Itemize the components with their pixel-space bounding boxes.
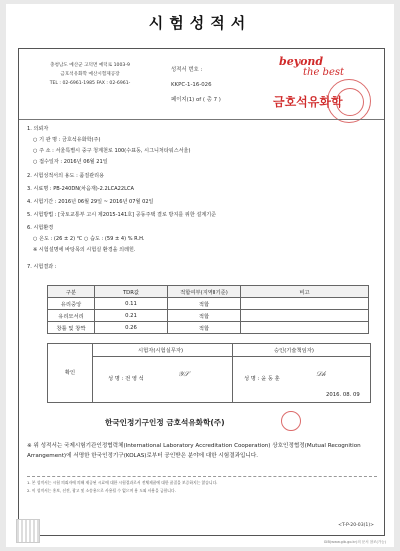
tester-header: 시험자(시험실무자) bbox=[138, 348, 184, 354]
env-note: ※ 시험설명에 바탕목의 시험실 환경을 의레힌. bbox=[33, 247, 136, 253]
report-no-label: 성적서 번호 : bbox=[171, 67, 203, 73]
certificate-page bbox=[6, 4, 394, 547]
approver-signature-icon: 𝒟𝒽 bbox=[316, 370, 326, 378]
confirmation-divider bbox=[92, 356, 370, 357]
form-code: <T-P-20-03(1)> bbox=[338, 523, 374, 528]
client-name: ○ 기 관 명 : 금호석유화학(주) bbox=[33, 137, 101, 143]
receipt-date: ○ 접수일자 : 2016년 06월 21일 bbox=[33, 159, 108, 165]
confirmation-label: 확인 bbox=[48, 344, 93, 402]
table-cell: 창틀 및 창짝 bbox=[48, 322, 95, 334]
client-heading: 1. 의뢰자 bbox=[27, 126, 49, 132]
org-address: 충청남도 예산군 고덕면 예덕로 1003-9 bbox=[50, 63, 130, 68]
purpose: 2. 시험성적서의 용도 : 품질관리용 bbox=[27, 173, 105, 179]
test-period: 4. 시험기간 : 2016년 06월 29일 ~ 2016년 07월 02일 bbox=[27, 199, 154, 205]
table-cell: 0.21 bbox=[95, 310, 168, 322]
notes-divider bbox=[27, 476, 377, 477]
results-header: 비고 bbox=[241, 286, 369, 298]
table-row bbox=[48, 322, 369, 334]
results-header: TDR값 bbox=[95, 286, 168, 298]
results-header: 적합여부(지역Ⅱ기준) bbox=[168, 286, 241, 298]
issuer-address-block bbox=[29, 61, 151, 88]
accreditation-note: ※ 위 성적서는 국제시험기관인정협력체(International Laboratory Accreditation Cooperation) 상호인정협정(Mutual Recognition Arrangement)에 서명한 한국인정기구(KOLAS)로부터 공인받은 분야에 대한 시험결과입니다. bbox=[27, 443, 361, 459]
tester-signature-icon: 𝒴𝒮 bbox=[178, 370, 189, 378]
env-values: ○ 온도 : (26 ± 2) ℃ ○ 습도 : (59 ± 4) % R.H. bbox=[33, 236, 145, 242]
tester-name: 성 명 : 전 영 석 bbox=[108, 376, 144, 382]
sample-name: 3. 시료명 : PB-240DN(차음재)-2.2LCA22LCA bbox=[27, 186, 134, 192]
test-method: 5. 시험방법 : [국토교통부 고시 제2015-141호] 공동주택 결로 방지를 위한 설계기준 bbox=[27, 212, 217, 218]
brand-line-2: the best bbox=[303, 67, 345, 78]
issuer-line: 한국인정기구인정 금호석유화학(주) bbox=[105, 418, 225, 427]
table-cell: 적합 bbox=[168, 298, 241, 310]
brand-name: 금호석유화학 bbox=[273, 95, 343, 109]
footer bbox=[0, 540, 400, 545]
client-address: ○ 주 소 : 서울특별시 중구 청계천로 100(수표동, 시그니처타워스서울) bbox=[33, 148, 191, 154]
company-logo bbox=[263, 53, 383, 117]
env-heading: 6. 시험환경 bbox=[27, 225, 54, 231]
fine-print bbox=[27, 479, 377, 495]
results-header: 구분 bbox=[48, 286, 95, 298]
table-cell bbox=[241, 322, 369, 334]
org-name: 금호석유화학 예산시험제공장 bbox=[60, 72, 120, 77]
page-title: 시험성적서 bbox=[148, 14, 252, 32]
table-cell bbox=[241, 310, 369, 322]
report-id-block bbox=[171, 63, 247, 108]
table-cell: 유리모서리 bbox=[48, 310, 95, 322]
results-table bbox=[47, 285, 369, 334]
table-row bbox=[48, 298, 369, 310]
certificate-frame bbox=[18, 48, 385, 536]
table-row bbox=[48, 310, 369, 322]
table-cell: 0.11 bbox=[95, 298, 168, 310]
footer-url[interactable]: GIB(www.gib.go.kr)의 문서 참조(가능) bbox=[323, 540, 386, 544]
table-cell: 적합 bbox=[168, 310, 241, 322]
confirmation-date: 2016. 08. 09 bbox=[326, 392, 360, 398]
results-heading: 7. 시험결과 : bbox=[27, 264, 57, 270]
fine-print-2: 2. 이 성적서는 홍보, 선전, 광고 및 소송용으로 사용될 수 없으며 용 도외 사용을 금합니다. bbox=[27, 488, 176, 493]
org-contact: TEL : 02-6961-1985 FAX : 02-6961- bbox=[49, 81, 131, 86]
results-header-row bbox=[48, 286, 369, 298]
fine-print-1: 1. 본 성적서는 시험 의뢰자에 의해 제공된 시료에 대한 시험결과로서 전체제품에 대한 품질을 보증하지는 않습니다. bbox=[27, 480, 218, 485]
approver-header: 승인(기술책임자) bbox=[274, 348, 314, 354]
report-no: KKPC-1-16-026 bbox=[171, 82, 212, 88]
table-cell bbox=[241, 298, 369, 310]
page-counter: 페이지(1) of ( 총 7 ) bbox=[171, 97, 221, 103]
official-stamp-icon bbox=[281, 411, 301, 431]
header-divider bbox=[19, 119, 384, 120]
table-cell: 적합 bbox=[168, 322, 241, 334]
brand-line-1: beyond bbox=[279, 55, 324, 68]
confirmation-box bbox=[47, 343, 371, 403]
table-cell: 유리중앙 bbox=[48, 298, 95, 310]
table-cell: 0.26 bbox=[95, 322, 168, 334]
confirmation-divider bbox=[232, 344, 233, 402]
approver-name: 성 명 : 윤 동 훈 bbox=[244, 376, 280, 382]
